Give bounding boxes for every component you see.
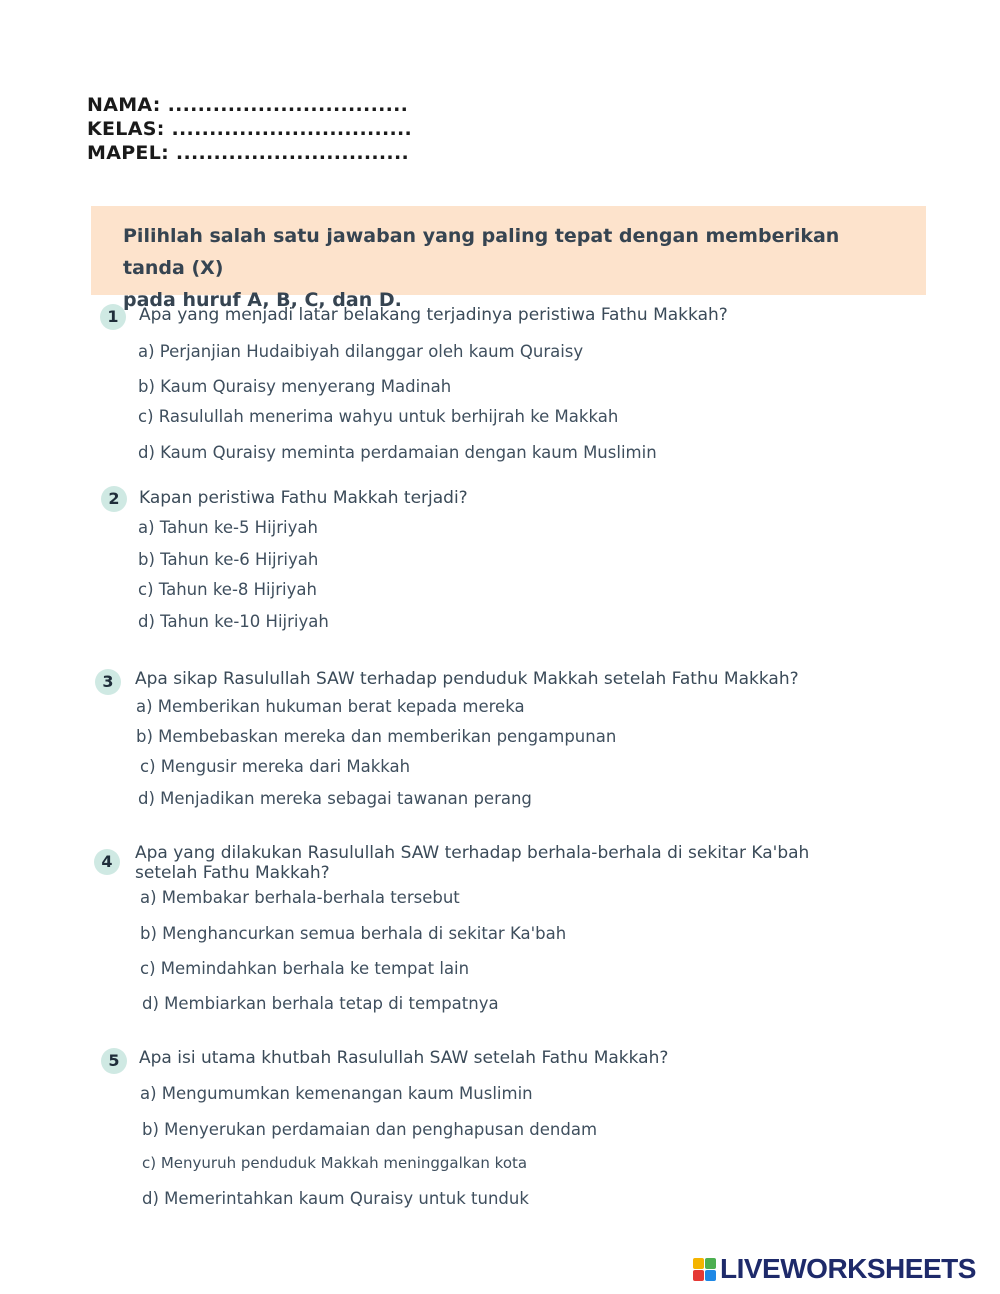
answer-option[interactable]: c) Menyuruh penduduk Makkah meninggalkan kota <box>142 1154 528 1172</box>
class-field-label: KELAS: ................................ <box>87 118 413 140</box>
answer-option[interactable]: b) Membebaskan mereka dan memberikan pengampunan <box>136 727 617 746</box>
answer-option[interactable]: c) Memindahkan berhala ke tempat lain <box>140 959 470 978</box>
instruction-line-1: Pilihlah salah satu jawaban yang paling tepat dengan memberikan tanda (X) <box>123 225 840 279</box>
question-number-badge: 4 <box>94 849 120 875</box>
answer-option[interactable]: b) Tahun ke-6 Hijriyah <box>138 550 319 569</box>
question-text: Kapan peristiwa Fathu Makkah terjadi? <box>139 488 468 508</box>
question-number-badge: 3 <box>95 669 121 695</box>
question-text: Apa yang menjadi latar belakang terjadinya peristiwa Fathu Makkah? <box>139 305 728 325</box>
subject-field-label: MAPEL: ............................... <box>87 142 409 164</box>
question-number-badge: 5 <box>101 1048 127 1074</box>
question-number-badge: 1 <box>100 304 126 330</box>
answer-option[interactable]: c) Tahun ke-8 Hijriyah <box>138 580 317 599</box>
logo-text: LIVEWORKSHEETS <box>720 1253 976 1284</box>
instruction-line-2: pada huruf A, B, C, dan D. <box>123 289 402 311</box>
answer-option[interactable]: b) Menyerukan perdamaian dan penghapusan dendam <box>142 1120 598 1139</box>
logo-grid-icon <box>693 1258 716 1281</box>
answer-option[interactable]: d) Kaum Quraisy meminta perdamaian dengan kaum Muslimin <box>138 443 657 462</box>
name-field-label: NAMA: ................................ <box>87 94 409 116</box>
instruction-box <box>91 206 926 311</box>
answer-option[interactable]: a) Perjanjian Hudaibiyah dilanggar oleh kaum Quraisy <box>138 342 584 361</box>
answer-option[interactable]: c) Rasulullah menerima wahyu untuk berhijrah ke Makkah <box>138 407 619 426</box>
answer-option[interactable]: b) Menghancurkan semua berhala di sekitar Ka'bah <box>140 924 567 943</box>
answer-option[interactable]: a) Tahun ke-5 Hijriyah <box>138 518 318 537</box>
answer-option[interactable]: d) Membiarkan berhala tetap di tempatnya <box>142 994 499 1013</box>
answer-option[interactable]: d) Menjadikan mereka sebagai tawanan perang <box>138 789 532 808</box>
question-number-badge: 2 <box>101 486 127 512</box>
answer-option[interactable]: a) Mengumumkan kemenangan kaum Muslimin <box>140 1084 533 1103</box>
answer-option[interactable]: d) Memerintahkan kaum Quraisy untuk tunduk <box>142 1189 529 1208</box>
question-text: Apa yang dilakukan Rasulullah SAW terhadap berhala-berhala di sekitar Ka'bah setelah Fathu Makkah? <box>135 843 810 883</box>
answer-option[interactable]: c) Mengusir mereka dari Makkah <box>140 757 411 776</box>
answer-option[interactable]: a) Membakar berhala-berhala tersebut <box>140 888 460 907</box>
liveworksheets-logo <box>693 1253 976 1285</box>
answer-option[interactable]: d) Tahun ke-10 Hijriyah <box>138 612 329 631</box>
answer-option[interactable]: a) Memberikan hukuman berat kepada mereka <box>136 697 525 716</box>
answer-option[interactable]: b) Kaum Quraisy menyerang Madinah <box>138 377 452 396</box>
question-text: Apa sikap Rasulullah SAW terhadap penduduk Makkah setelah Fathu Makkah? <box>135 669 799 689</box>
question-text: Apa isi utama khutbah Rasulullah SAW setelah Fathu Makkah? <box>139 1048 669 1068</box>
